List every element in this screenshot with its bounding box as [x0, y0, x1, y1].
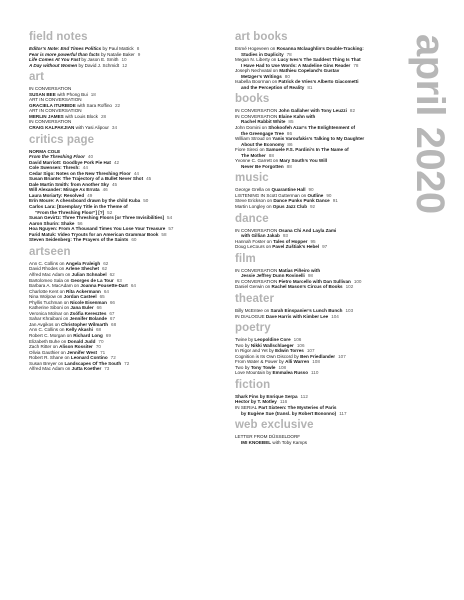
section-title: fiction	[235, 378, 271, 391]
entry-prefix: Love Mountain by	[235, 370, 273, 376]
entry-title: Jordan Casteel	[63, 294, 97, 300]
toc-entry	[235, 314, 385, 320]
toc-section	[235, 213, 385, 250]
entry-title: Patrick de Vries’s Alberto Giacometti	[278, 79, 359, 85]
entry-prefix: Billy McEntee on	[235, 307, 271, 313]
page-number: 40	[87, 154, 94, 160]
entry-title: Part Sixteen: The Mysteries of Paris	[258, 404, 337, 410]
section-title: art books	[235, 31, 288, 43]
entry-prefix: Joseph Nechvatal on	[235, 68, 280, 74]
entry-title: Mathieu Copeland’s Gustav	[279, 68, 340, 74]
page-number: 62	[101, 266, 108, 272]
entry-prefix: Two by	[235, 364, 251, 370]
entry-prefix: Alfred Mac Adam on	[29, 366, 72, 372]
page-number: 78	[286, 51, 292, 57]
toc-entry	[235, 284, 385, 290]
entry-prefix: Megan N. Liberty on	[235, 57, 278, 63]
entry-title: CRAIG KALPAKJIAN	[29, 125, 75, 131]
entry-author: by Paul Mattick	[101, 46, 134, 51]
page-number: 46	[102, 187, 108, 193]
page-number: 80	[284, 73, 290, 79]
page-number: 68	[95, 327, 102, 333]
entry-author: by Natalie Baker	[99, 51, 135, 57]
entry-title-cont: and the Perception of Reality	[241, 84, 305, 90]
entry-title: Georges de La Tour	[70, 277, 114, 283]
section-title: critics page	[29, 133, 95, 146]
issue-title-text: april 2020	[408, 34, 452, 214]
toc-section	[29, 246, 225, 372]
entry-prefix: Doug LeCours on	[235, 244, 273, 250]
entry-title-cont: Studies in Duplicity	[241, 51, 284, 57]
entry-prefix: Phyllis Tuchman on	[29, 299, 71, 305]
page-number: 73	[104, 366, 110, 372]
entry-prefix: David Rhodes on	[29, 266, 66, 272]
section-title: field notes	[29, 31, 88, 43]
entry-title: Kelly Akashi	[65, 327, 93, 333]
toc-right-column	[235, 31, 385, 448]
entry-title: Leonard Contino	[70, 355, 108, 361]
page-number: 52	[107, 209, 113, 215]
entry-title: Rosanna Mclaughlin’s Double-Tracking:	[276, 46, 364, 51]
page-number: 82	[349, 108, 356, 114]
entry-title-cont: with Gillian Jakab	[241, 233, 280, 239]
entry-prefix: IN CONVERSATION	[235, 113, 279, 119]
page-number: 100	[353, 278, 362, 284]
entry-prefix: William Stroud on	[235, 136, 273, 142]
entry-title: Zsófia Keresztes	[69, 310, 107, 316]
page-number: 69	[105, 332, 111, 338]
entry-title: Susan Briante: The Trajectory of a Bullet Never Shot	[29, 176, 144, 182]
entry-prefix: Cognition is Its Own Discord by	[235, 353, 301, 359]
page-number: 88	[268, 152, 274, 158]
page-number: 54	[167, 215, 173, 221]
toc-entry	[29, 125, 225, 131]
entry-title: Landscapes Of The South	[64, 360, 122, 366]
section-title: film	[235, 252, 256, 265]
section-title: poetry	[235, 322, 271, 335]
page-number: 66	[96, 305, 102, 311]
entry-prefix: IN SERIAL	[235, 404, 259, 410]
page-number: 10	[121, 57, 127, 63]
toc-section	[235, 253, 385, 290]
entry-title: Life Comes At You Fast	[29, 57, 81, 63]
entry-title: Mary South’s You Will	[279, 158, 328, 164]
page-number: 65	[99, 294, 105, 300]
entry-title: Pietro Marcello with Dan Sullivan	[278, 278, 351, 284]
entry-title: Tony Towle	[250, 364, 276, 370]
toc-section	[29, 71, 225, 130]
page-number: 108	[312, 359, 320, 365]
page-number: 50	[143, 198, 149, 204]
toc-entry-continued	[235, 164, 385, 170]
entry-prefix: Zach Ritter on	[29, 344, 60, 350]
page-number: 95	[310, 238, 316, 244]
entry-prefix: Susan Breyer on	[29, 360, 65, 366]
entry-title-cont: the Greengage Tree	[241, 130, 284, 136]
toc-entry-continued	[235, 85, 385, 91]
entry-prefix: Ann C. Collins on	[29, 260, 66, 266]
entry-title: Christopher Wilmarth	[61, 321, 109, 327]
page-number: 68	[111, 321, 117, 327]
page-number: 104	[331, 313, 339, 319]
page-number: 86	[287, 141, 293, 147]
entry-title: Alli Warren	[285, 359, 310, 365]
page-number: 106	[293, 337, 302, 343]
page-number: 64	[103, 288, 109, 294]
entry-author: by David J. Schmidt	[77, 62, 120, 68]
entry-title-cont: About the Economy	[241, 141, 285, 147]
entry-prefix: Barbara A. MacAdam on	[29, 283, 81, 289]
entry-title: A Day without Women	[29, 62, 78, 68]
page-number: 106	[296, 342, 305, 348]
entry-title: Cedar Sigo: Notes on the New Threshing Floor	[29, 170, 131, 176]
page-number: 72	[110, 355, 116, 361]
toc-section	[235, 93, 385, 169]
entry-title: Nicole Eisenman	[70, 299, 107, 305]
toc-section	[29, 134, 225, 243]
entry-title: Shark Fins by Enrique Serpa	[235, 393, 298, 399]
page-number: 98	[307, 273, 313, 279]
entry-title-cont: I Have Had to Use Words: A Madeline Gins Reader	[241, 62, 351, 68]
section-title: dance	[235, 212, 269, 225]
section-title: artseen	[29, 245, 71, 258]
entry-prefix: Two by	[235, 342, 251, 348]
entry-prefix: Robert R. Shane on	[29, 355, 71, 361]
entry-title: Matías Piñeiro with	[278, 267, 321, 273]
entry-title: Susan Gevirtz: Three Threshing Floors [or Three Invisibilities]	[29, 215, 165, 221]
entry-prefix: George Grella on	[235, 187, 272, 193]
entry-prefix: Sahar Khraibani on	[29, 316, 70, 322]
entry-title: Alison Rossiter	[59, 344, 93, 350]
entry-prefix: Daniel Gerwin on	[235, 284, 272, 290]
entry-kicker: ART IN CONVERSATION	[29, 97, 82, 103]
section-title: art	[29, 71, 45, 84]
entry-title: Joanna Pousette-Dart	[80, 283, 128, 289]
entry-title: NORMA COLE	[29, 148, 61, 154]
entry-title: Editor’s Note: End Times Politics	[29, 46, 102, 51]
toc-entry	[235, 204, 385, 210]
toc-entry	[29, 366, 225, 372]
entry-title: Dave Harris with Kimber Lee	[265, 313, 329, 319]
toc-section	[235, 379, 385, 416]
entry-title: Carlos Lara: [Exemplary Title in the Theme of	[29, 204, 128, 210]
entry-prefix: Elizabeth Buhe on	[29, 338, 68, 344]
entry-title: GRACIELA ITURBIDE	[29, 102, 76, 108]
entry-title: Rachel Mason’s Circus of Books	[271, 284, 343, 290]
entry-title-cont: by Eugène Sue (transl. by Robert Bononno)	[241, 410, 337, 416]
entry-author: with Toby Kamps	[271, 439, 308, 445]
entry-prefix: Martin Longley on	[235, 204, 273, 210]
entry-prefix: Fiore Sireci on	[235, 147, 266, 153]
entry-prefix: From Water & Power by	[235, 359, 286, 365]
entry-title: Quarantine Hall	[271, 187, 306, 193]
page-number: 56	[77, 220, 83, 226]
entry-title-cont: The Mother	[241, 152, 266, 158]
page-number: 67	[109, 310, 115, 316]
entry-prefix: IN CONVERSATION	[235, 227, 279, 233]
entry-title: Cole Swensen: Thresh:	[29, 165, 80, 171]
page-number: 112	[300, 393, 308, 399]
entry-title-cont: Metzger’s Writings	[241, 73, 282, 79]
entry-title: Jana Euler	[70, 305, 94, 311]
page-number: 116	[279, 399, 288, 405]
page-number: 103	[345, 307, 354, 313]
page-number: 102	[345, 284, 354, 290]
page-number: 81	[307, 84, 313, 90]
entry-title: Osana Chi And Layla Zami	[278, 227, 337, 233]
entry-title: From the Threshing Floor	[29, 154, 85, 160]
entry-title: Julian Schnabel	[71, 271, 107, 277]
section-title: theater	[235, 292, 275, 305]
section-title: web exclusive	[235, 419, 314, 432]
page-number: 22	[114, 102, 121, 108]
page-number: 78	[353, 62, 359, 68]
page-number: 85	[288, 119, 294, 125]
page-number: 108	[278, 364, 287, 370]
entry-prefix: Hannah Foster on	[235, 238, 274, 244]
toc-left-column	[29, 31, 225, 375]
entry-prefix: Ann C. Collins on	[29, 327, 66, 333]
entry-prefix: Yvonne C. Garrett on	[235, 158, 280, 164]
entry-title: Yanis Varoufakis’s Talking to My Daughter	[272, 136, 365, 142]
entry-author: with Louis Block	[63, 113, 98, 119]
entry-title: Emmalea Russo	[272, 370, 309, 376]
entry-title: Shokoofeh Azar’s The Enlightenment of	[268, 125, 356, 131]
page-number: 93	[282, 233, 288, 239]
entry-title: Pavel Zuštiak’s Hebel	[272, 244, 320, 250]
entry-title: Rita Ackermann	[66, 288, 101, 294]
page-number: 28	[100, 113, 107, 119]
entry-title: Outline	[307, 192, 324, 198]
toc-entry	[235, 244, 385, 250]
page-number: 88	[286, 163, 292, 169]
page-number: 107	[338, 353, 346, 359]
entry-title: “From the Threshing Floor”] [?]	[35, 209, 105, 215]
page-number: 97	[322, 244, 328, 250]
entry-title: Jennifer West	[67, 349, 98, 355]
entry-prefix: Esmé Hogeveen on	[235, 46, 277, 51]
entry-title: Dance Punks Punk Dance	[273, 198, 330, 204]
page-number: 60	[131, 237, 137, 243]
page-number: 62	[109, 271, 115, 277]
page-number: 34	[111, 125, 118, 131]
page-number: 57	[168, 226, 174, 232]
entry-title: Opus Jazz Club	[272, 204, 307, 210]
entry-title-cont: Rachel Rabbit White	[241, 119, 286, 125]
section-title: music	[235, 172, 269, 185]
entry-title: Will Alexander: Mirage Ax Errata	[29, 187, 100, 193]
toc-section	[235, 172, 385, 209]
entry-author: with Phong Bui	[55, 91, 88, 97]
page-number: 70	[98, 338, 104, 344]
toc-section	[235, 322, 385, 376]
entry-prefix: Bartolomeo Sala on	[29, 277, 71, 283]
page-number: 18	[90, 91, 96, 97]
toc-entry	[29, 237, 225, 243]
entry-title-cont: Jessie Jeffrey Dunn Rovinelli	[241, 273, 305, 279]
entry-author: by Jason E. Smith	[80, 57, 119, 63]
entry-title: Hoa Nguyen: From A Thousand Times You Lose Your Treasure	[29, 226, 166, 232]
page-number: 12	[122, 62, 128, 68]
entry-title: Fear is more powerful than facts	[29, 51, 100, 57]
entry-prefix: Twine by	[235, 337, 255, 343]
issue-title	[392, 34, 454, 214]
page-number: 71	[100, 349, 106, 355]
page-number: 42	[113, 159, 120, 165]
entry-author: with Sara Roffino	[75, 102, 112, 108]
page-number: 64	[130, 283, 136, 289]
entry-title: Samuele F.S. Pardini’s In The Name of	[265, 147, 349, 153]
entry-prefix: In Rigor and Yet by	[235, 348, 276, 354]
entry-title: Farid Matuk: Video Tryouts for an American Grammar Book	[29, 231, 159, 237]
entry-title: SUSAN BEE	[29, 91, 56, 97]
entry-title: Jutta Koether	[71, 366, 102, 372]
page-number: 45	[111, 181, 118, 187]
entry-title: Edwin Torres	[275, 348, 304, 354]
entry-prefix: Olivia Gauthier on	[29, 349, 68, 355]
toc-entry	[235, 370, 385, 376]
page-number: 44	[82, 165, 88, 171]
entry-prefix: Nina Wolpow on	[29, 294, 64, 300]
entry-title: Steven Seidenberg: The Prayers of the Saints	[29, 237, 129, 243]
entry-title: Elaine Kahn with	[278, 113, 316, 119]
entry-prefix: Robert C. Morgan on	[29, 332, 74, 338]
toc-entry	[235, 440, 385, 446]
entry-title-cont: Never Be Forgotten	[241, 163, 284, 169]
page-number: 90	[308, 187, 314, 193]
entry-prefix: IN CONVERSATION	[235, 267, 279, 273]
section-title: books	[235, 93, 270, 106]
entry-prefix: Isabella Boorman on	[235, 79, 279, 85]
entry-title: Donald Judd	[67, 338, 96, 344]
page-number: 92	[310, 204, 316, 210]
page-number: 107	[306, 348, 315, 354]
entry-title: Ben Friedlander	[300, 353, 336, 359]
entry-prefix: Charlotte Kent on	[29, 288, 67, 294]
page-number: 72	[124, 360, 130, 366]
entry-prefix: IN CONVERSATION	[235, 108, 279, 114]
page-number: 58	[161, 231, 167, 237]
page-number: 63	[116, 277, 122, 283]
entry-title: Angela Fraleigh	[65, 260, 101, 266]
entry-kicker: IN CONVERSATION	[29, 119, 72, 125]
entry-title: Richard Long	[73, 332, 103, 338]
entry-title: Hector by T. Motley	[235, 399, 277, 405]
toc-entry	[29, 63, 225, 69]
page-number: 91	[332, 198, 338, 204]
entry-title: Lucy Ives’s The Saddest Thing Is That	[277, 57, 361, 63]
entry-title: Aaron Shurin: Shake	[29, 220, 75, 226]
entry-title: Sarah Einspanier’s Lunch Bunch	[270, 307, 343, 313]
entry-prefix: LISTENING IN Scott Gutterman on	[235, 192, 308, 198]
page-number: 110	[311, 370, 319, 376]
entry-prefix: Alfred Mac Adam on	[29, 271, 72, 277]
entry-title: Erín Moure: A chessboard drawn by the child Kuba	[29, 198, 141, 204]
entry-title: John Gallaher with Tony Leuzzi	[278, 108, 347, 114]
toc-entry-continued	[235, 411, 385, 417]
entry-prefix: IN CONVERSATION	[235, 278, 279, 284]
page-number: 117	[339, 410, 347, 416]
entry-title: Leopoldine Core	[254, 337, 291, 343]
entry-prefix: Katherine Siboni on	[29, 305, 71, 311]
entry-prefix: Jan Avgikos on	[29, 321, 62, 327]
entry-title: Nikki Wallschlaeger	[250, 342, 294, 348]
entry-prefix: Veronica Molnar on	[29, 310, 70, 316]
page-number: 66	[109, 299, 115, 305]
entry-prefix: John Domini on	[235, 125, 269, 131]
entry-title: Dale Martin Smith: from Another Sky	[29, 181, 109, 187]
page-number: 90	[326, 192, 332, 198]
entry-author: with Yasi Alipour	[74, 125, 109, 131]
entry-title: MERLIN JAMES	[29, 113, 64, 119]
entry-title: IMI KNOEBEL	[241, 439, 272, 445]
entry-kicker: IN CONVERSATION	[29, 86, 72, 92]
entry-kicker: ART IN CONVERSATION	[29, 108, 82, 114]
toc-section	[235, 31, 385, 90]
page-number: 70	[95, 344, 101, 350]
entry-title: Arlene Shechet	[65, 266, 99, 272]
toc-section	[235, 293, 385, 319]
page-number: 62	[103, 260, 109, 266]
entry-prefix: LETTER FROM DÜSSELDORF	[235, 434, 301, 440]
entry-title: Laura Moriarty: Resolved	[29, 192, 85, 198]
page-number: 67	[109, 316, 116, 322]
page-number: 9	[137, 51, 141, 57]
page-number: 8	[136, 46, 140, 51]
entry-prefix: Steve Erickson on	[235, 198, 274, 204]
page-number: 44	[133, 170, 139, 176]
entry-title: David Marriott: Goodbye Pork Pie Hat	[29, 159, 111, 165]
page-number: 49	[87, 192, 93, 198]
page-number: 86	[286, 130, 293, 136]
entry-title: Tales of Hopper	[273, 238, 308, 244]
entry-prefix: IN DIALOGUE	[235, 313, 266, 319]
page-number: 45	[146, 176, 152, 182]
toc-section	[29, 31, 225, 68]
toc-section	[235, 419, 385, 445]
entry-title: Jennifer Bolande	[69, 316, 107, 322]
